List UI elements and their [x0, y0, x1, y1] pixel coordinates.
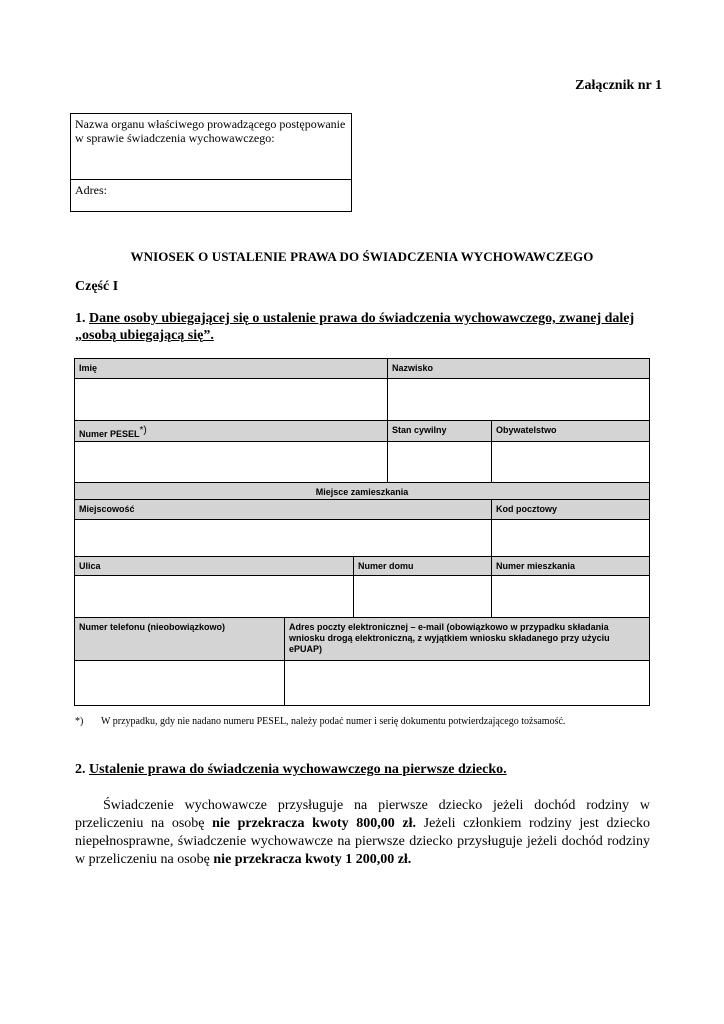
part-heading: Część I [75, 279, 119, 294]
section-1-title: Dane osoby ubiegającej się o ustalenie prawa do świadczenia wychowawczego, zwanej dalej „osobą ubiegającą się”. [75, 311, 635, 343]
footnote-mark: *) [75, 716, 84, 727]
pesel-header [75, 421, 388, 442]
citizenship-header: Obywatelstwo [492, 421, 650, 442]
email-header: Adres poczty elektronicznej – e-mail (obowiązkowo w przypadku składania wniosku drogą elektroniczną, z wyjątkiem wniosku składanego przy użyciu ePUAP) [285, 618, 650, 661]
street-header: Ulica [75, 557, 354, 576]
city-field[interactable] [75, 520, 492, 557]
citizenship-field[interactable] [492, 442, 650, 483]
authority-name-field[interactable] [71, 114, 351, 180]
city-header: Miejscowość [75, 500, 492, 520]
residence-header: Miejsce zamieszkania [75, 483, 650, 500]
income-limit-1200: nie przekracza kwoty 1 200,00 zł. [213, 852, 412, 867]
authority-address-label: Adres: [75, 183, 107, 197]
first-name-field[interactable] [75, 379, 388, 421]
phone-field[interactable] [75, 661, 285, 706]
email-field[interactable] [285, 661, 650, 706]
section-1-heading [75, 310, 650, 344]
applicant-data-table [74, 358, 650, 706]
section-2-title: Ustalenie prawa do świadczenia wychowawczego na pierwsze dziecko. [89, 762, 507, 777]
attachment-number: Załącznik nr 1 [575, 78, 662, 93]
section-1-number: 1. [75, 311, 86, 326]
last-name-header: Nazwisko [388, 359, 650, 379]
house-number-field[interactable] [354, 576, 492, 618]
footnote-text: W przypadku, gdy nie nadano numeru PESEL, należy podać numer i serię dokumentu potwierdzającego tożsamość. [101, 716, 566, 727]
section-2-number: 2. [75, 762, 86, 777]
pesel-footnote-mark: *) [139, 425, 147, 436]
postal-code-field[interactable] [492, 520, 650, 557]
paragraph-text-1: Świadczenie wychowawcze przysługuje na pierwsze dziecko jeżeli dochód rodziny w przeliczeniu na osobę [75, 798, 650, 831]
phone-header: Numer telefonu (nieobowiązkowo) [75, 618, 285, 661]
authority-address-field[interactable] [71, 180, 351, 200]
pesel-field[interactable] [75, 442, 388, 483]
pesel-label: Numer PESEL [79, 429, 140, 439]
income-limit-800: nie przekracza kwoty 800,00 zł. [212, 816, 416, 831]
authority-box [70, 113, 352, 212]
street-field[interactable] [75, 576, 354, 618]
last-name-field[interactable] [388, 379, 650, 421]
section-2-heading [75, 762, 507, 778]
first-name-header: Imię [75, 359, 388, 379]
apartment-number-header: Numer mieszkania [492, 557, 650, 576]
apartment-number-field[interactable] [492, 576, 650, 618]
marital-status-field[interactable] [388, 442, 492, 483]
marital-status-header: Stan cywilny [388, 421, 492, 442]
postal-code-header: Kod pocztowy [492, 500, 650, 520]
authority-name-label: Nazwa organu właściwego prowadzącego postępowanie w sprawie świadczenia wychowawczego: [75, 117, 346, 145]
paragraph-text-2: Jeżeli członkiem rodziny jest dziecko niepełnosprawne, świadczenie wychowawcze na pierwsze dziecko przysługuje jeżeli dochód rodziny w przeliczeniu na osobę [75, 816, 650, 867]
document-title: WNIOSEK O USTALENIE PRAWA DO ŚWIADCZENIA WYCHOWAWCZEGO [130, 249, 594, 264]
eligibility-paragraph [75, 797, 650, 869]
pesel-footnote [75, 716, 565, 727]
house-number-header: Numer domu [354, 557, 492, 576]
